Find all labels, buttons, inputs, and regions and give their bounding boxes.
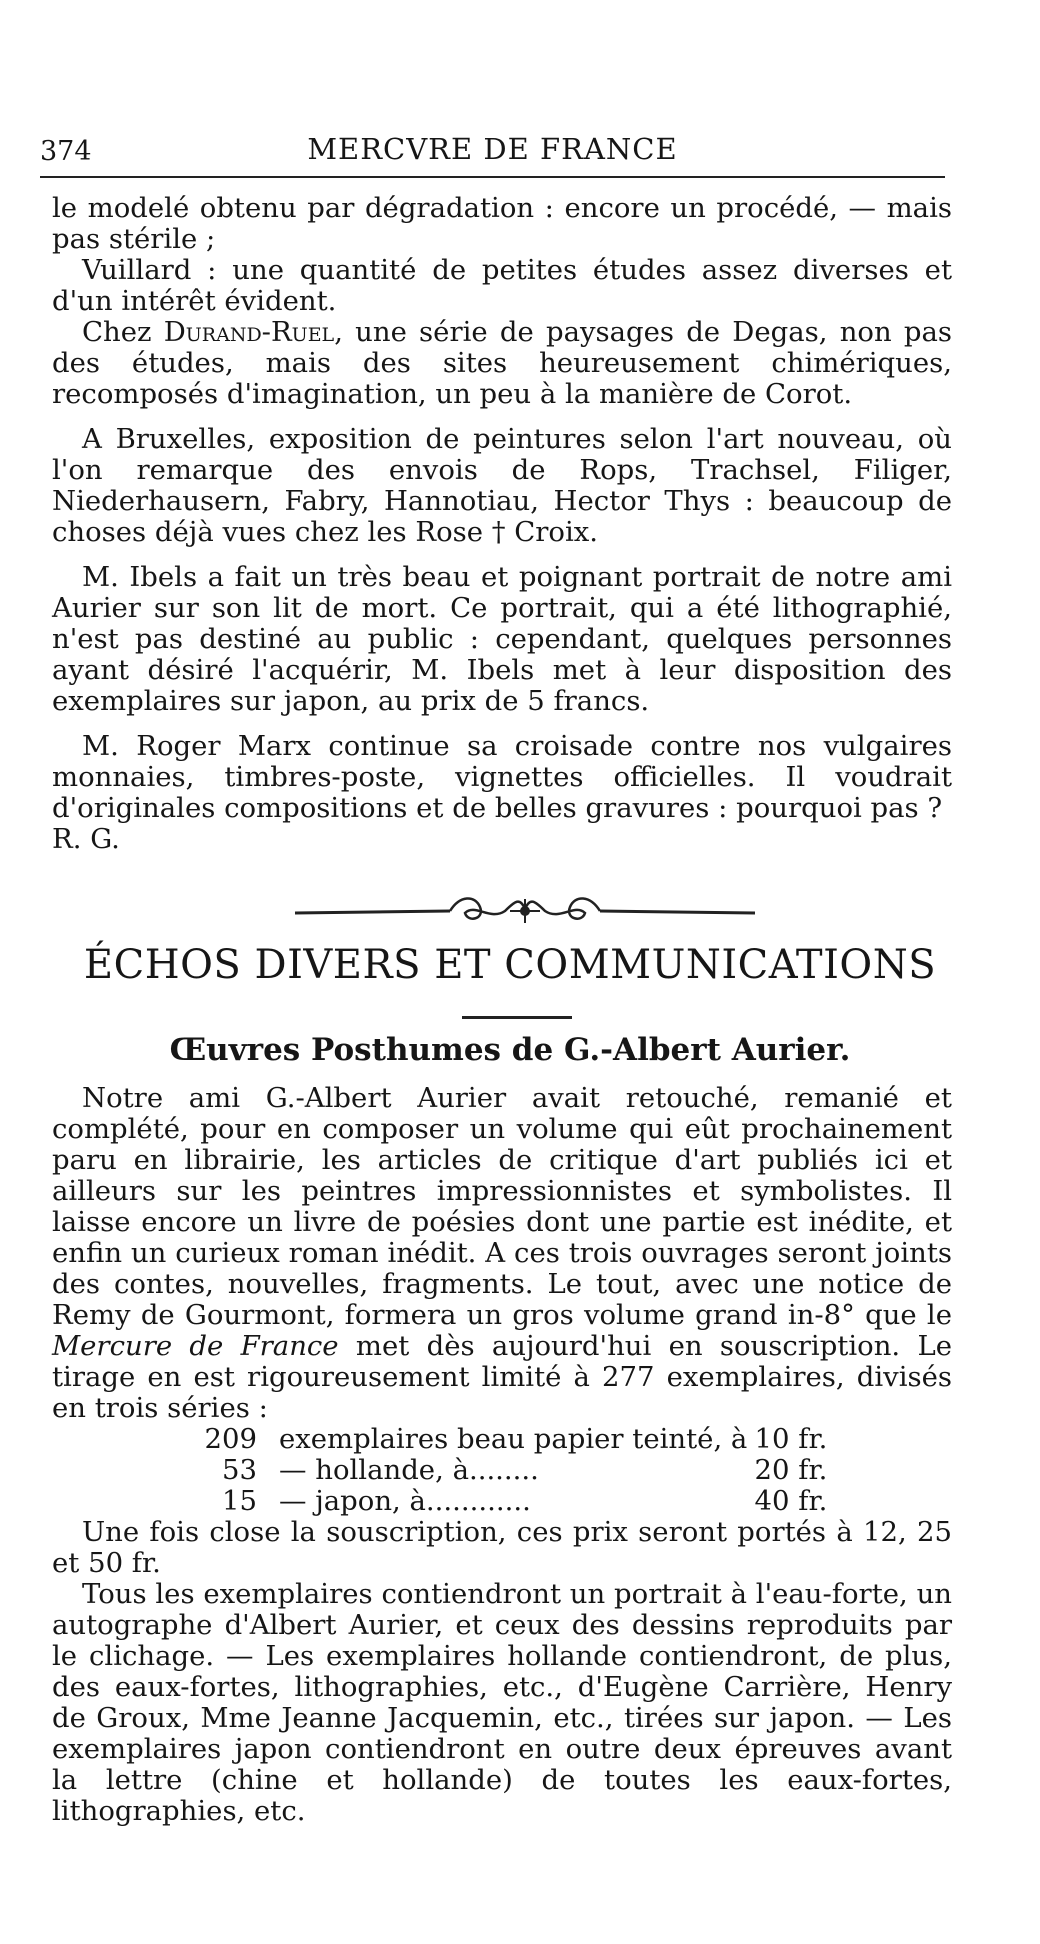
- table-row: [112, 1455, 827, 1486]
- page-number: 374: [40, 136, 92, 167]
- header-rule: [40, 176, 945, 178]
- price-desc: — hollande, à........: [279, 1454, 539, 1486]
- paragraph-modele: le modelé obtenu par dégradation : encore un procédé, — mais pas stérile ;: [52, 192, 952, 255]
- paragraph-exemplaires: Tous les exemplaires contiendront un portrait à l'eau-forte, un autographe d'Albert Aurier, et ceux des dessins reproduits par le clichage. — Les exemplaires hollande contiendront, de plus, des eaux-fortes, lithographies, etc., d'Eugène Carrière, Henry de Groux, Mme Jeanne Jacquemin, etc., tirées sur japon. — Les exemplaires japon contiendront en outre deux épreuves avant la lettre (chine et hollande) de toutes les eaux-fortes, lithographies, etc.: [52, 1578, 952, 1827]
- section-rule: [462, 1016, 572, 1019]
- paragraph-souscription: Une fois close la souscription, ces prix seront portés à 12, 25 et 50 fr.: [52, 1516, 952, 1579]
- price-list: [52, 1424, 952, 1517]
- price-table: [112, 1424, 827, 1517]
- paragraph-bruxelles: A Bruxelles, exposition de peintures selon l'art nouveau, où l'on remarque des envois de Rops, Trachsel, Filiger, Niederhausern, Fabry, Hannotiau, Hector Thys : beaucoup de choses déjà vues chez les Rose † Croix.: [52, 423, 952, 548]
- fleuron-ornament-icon: [290, 885, 760, 935]
- table-row: [112, 1486, 827, 1517]
- price-value: 10 fr.: [754, 1423, 828, 1455]
- paragraph-durand-ruel: Chez Durand-Ruel, une série de paysages de Degas, non pas des études, mais des sites heureusement chimériques, recomposés d'imagination, un peu à la manière de Corot.: [52, 316, 952, 410]
- art-notes-section: [52, 193, 952, 855]
- section-title: ÉCHOS DIVERS ET COMMUNICATIONS: [83, 942, 937, 988]
- price-desc: — japon, à............: [279, 1485, 531, 1517]
- paragraph-roger-marx: M. Roger Marx continue sa croisade contre nos vulgaires monnaies, timbres-poste, vignettes officielles. Il voudrait d'originales compositions et de belles gravures : pourquoi pas ?: [52, 730, 952, 824]
- price-value: 40 fr.: [754, 1485, 828, 1517]
- paragraph-vuillard: Vuillard : une quantité de petites études assez diverses et d'un intérêt évident.: [52, 254, 952, 317]
- journal-title: MERCVRE DE FRANCE: [307, 132, 678, 166]
- article-title: Œuvres Posthumes de G.-Albert Aurier.: [169, 1032, 851, 1068]
- price-qty: 209: [204, 1423, 257, 1455]
- echos-section: [52, 1083, 952, 1827]
- price-qty: 53: [222, 1454, 257, 1486]
- running-head: [40, 132, 945, 180]
- price-value: 20 fr.: [754, 1454, 828, 1486]
- paragraph-ibels: M. Ibels a fait un très beau et poignant portrait de notre ami Aurier sur son lit de mort. Ce portrait, qui a été lithographié, n'est pas destiné au public : cependant, quelques personnes ayant désiré l'acquérir, M. Ibels met à leur disposition des exemplaires sur japon, au prix de 5 francs.: [52, 561, 952, 717]
- table-row: [112, 1424, 827, 1455]
- price-qty: 15: [222, 1485, 257, 1517]
- author-signature: R. G.: [52, 823, 120, 855]
- journal-name-italic: Mercure de France: [52, 1330, 339, 1362]
- gallery-name: Durand-Ruel: [163, 316, 335, 348]
- price-desc: exemplaires beau papier teinté, à: [279, 1423, 748, 1455]
- paragraph-oeuvres: Notre ami G.-Albert Aurier avait retouché, remanié et complété, pour en composer un volume qui eût prochainement paru en librairie, les articles de critique d'art publiés ici et ailleurs sur les peintres impressionnistes et symbolistes. Il laisse encore un livre de poésies dont une partie est inédite, et enfin un curieux roman inédit. A ces trois ouvrages seront joints des contes, nouvelles, fragments. Le tout, avec une notice de Remy de Gourmont, formera un gros volume grand in-8° que le Mercure de France met dès aujourd'hui en souscription. Le tirage en est rigoureusement limité à 277 exemplaires, divisés en trois séries :: [52, 1082, 952, 1424]
